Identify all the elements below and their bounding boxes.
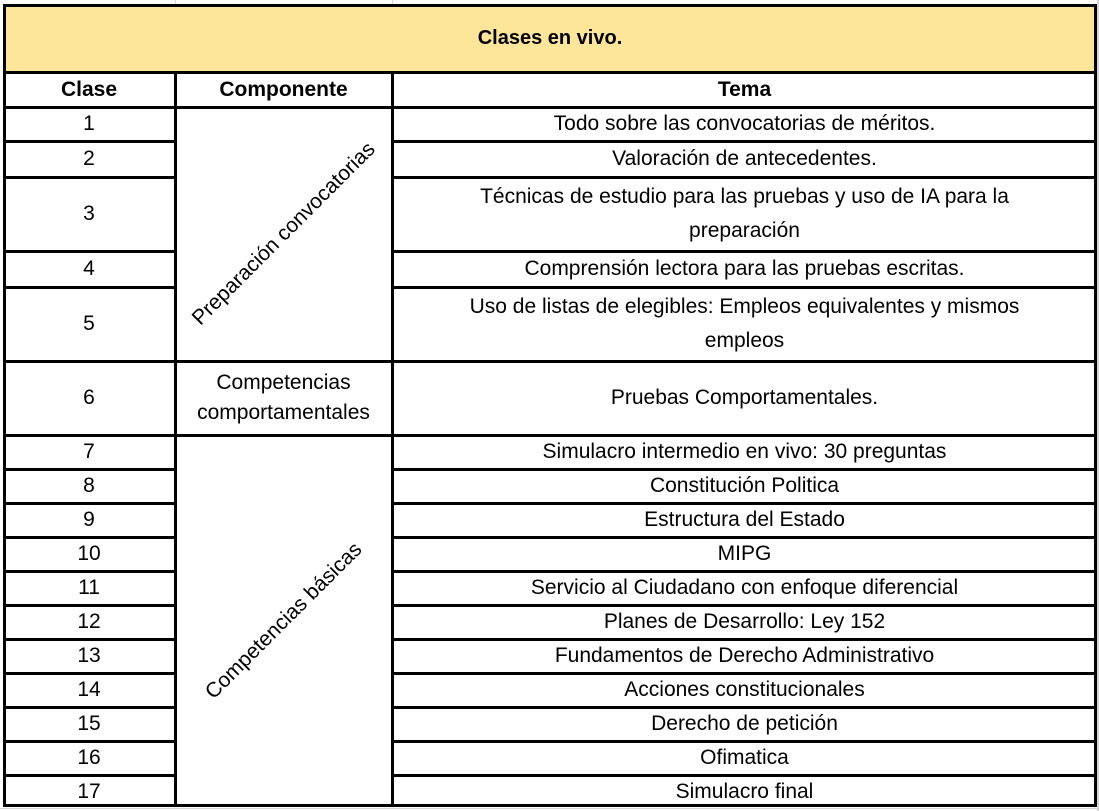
border	[3, 4, 1097, 7]
row-border	[391, 740, 1097, 743]
tema-cell[interactable]: MIPG	[717, 542, 772, 565]
component-label-preparacion: Preparación convocatorias	[187, 137, 380, 330]
tema-cell[interactable]: Planes de Desarrollo: Ley 152	[603, 610, 886, 633]
clase-cell[interactable]: 14	[77, 678, 101, 701]
border	[3, 106, 1097, 109]
component-label-line: comportamentales	[197, 401, 370, 424]
row-border	[391, 468, 1097, 471]
clase-cell[interactable]: 10	[77, 542, 101, 565]
clase-cell[interactable]: 13	[77, 644, 101, 667]
clases-table	[3, 4, 1097, 807]
border	[391, 71, 394, 807]
header-clase[interactable]: Clase	[60, 77, 118, 101]
row-border	[3, 434, 176, 437]
row-border	[3, 176, 176, 179]
tema-cell[interactable]: Comprensión lectora para las pruebas escritas.	[524, 257, 965, 280]
clase-cell[interactable]: 5	[83, 312, 95, 335]
component-cell-comportamentales[interactable]	[175, 361, 392, 435]
row-border	[391, 250, 1097, 253]
clase-cell[interactable]: 8	[83, 474, 95, 497]
component-cell-preparacion[interactable]	[175, 107, 392, 361]
row-border	[391, 706, 1097, 709]
component-label-line: Competencias	[216, 371, 351, 394]
clase-cell[interactable]: 16	[77, 746, 101, 769]
row-border	[3, 360, 176, 363]
row-border	[3, 774, 176, 777]
row-border	[3, 638, 176, 641]
row-border	[3, 536, 176, 539]
tema-cell[interactable]: Todo sobre las convocatorias de méritos.	[553, 112, 936, 135]
row-border	[3, 502, 176, 505]
row-border	[391, 502, 1097, 505]
row-border	[391, 434, 1097, 437]
border	[175, 434, 393, 437]
row-border	[391, 672, 1097, 675]
row-border	[391, 176, 1097, 179]
row-border	[391, 536, 1097, 539]
row-border	[391, 360, 1097, 363]
tema-cell[interactable]: Servicio al Ciudadano con enfoque diferencial	[530, 576, 959, 599]
clase-cell[interactable]: 7	[83, 440, 95, 463]
tema-cell[interactable]: Fundamentos de Derecho Administrativo	[554, 644, 935, 667]
tema-cell[interactable]: Simulacro intermedio en vivo: 30 preguntas	[542, 440, 947, 463]
tema-cell[interactable]: Estructura del Estado	[644, 508, 845, 531]
component-cell-basicas[interactable]	[175, 435, 392, 807]
clase-cell[interactable]: 17	[77, 780, 101, 803]
clase-cell[interactable]: 2	[83, 147, 95, 170]
tema-line: preparación	[689, 219, 800, 242]
border	[174, 71, 177, 807]
clase-cell[interactable]: 1	[83, 112, 95, 135]
tema-cell[interactable]: Valoración de antecedentes.	[612, 147, 877, 170]
component-label-basicas: Competencias básicas	[200, 537, 366, 704]
table-title[interactable]: Clases en vivo.	[3, 4, 1097, 72]
row-border	[3, 604, 176, 607]
tema-line: Uso de listas de elegibles: Empleos equivalentes y mismos	[469, 295, 1020, 318]
tema-line: empleos	[704, 329, 785, 352]
row-border	[391, 774, 1097, 777]
header-tema[interactable]: Tema	[717, 77, 772, 101]
row-border	[391, 570, 1097, 573]
row-border	[3, 570, 176, 573]
clase-cell[interactable]: 11	[78, 576, 100, 599]
tema-cell[interactable]: Constitución Politica	[649, 474, 840, 497]
row-border	[391, 638, 1097, 641]
row-border	[3, 468, 176, 471]
row-border	[3, 672, 176, 675]
row-border	[3, 250, 176, 253]
tema-cell[interactable]: Pruebas Comportamentales.	[610, 386, 879, 409]
tema-cell[interactable]: Acciones constitucionales	[624, 678, 865, 701]
clase-cell[interactable]: 9	[83, 508, 95, 531]
row-border	[3, 706, 176, 709]
tema-cell[interactable]: Ofimatica	[700, 746, 789, 769]
tema-cell[interactable]	[392, 177, 1097, 251]
header-componente[interactable]: Componente	[219, 77, 348, 101]
row-border	[391, 140, 1097, 143]
border	[1094, 4, 1097, 807]
clase-cell[interactable]: 6	[83, 386, 95, 409]
row-border	[391, 286, 1097, 289]
row-border	[3, 140, 176, 143]
border	[175, 360, 393, 363]
border	[3, 71, 1097, 74]
tema-line: Técnicas de estudio para las pruebas y uso de IA para la	[480, 185, 1009, 208]
clase-cell[interactable]: 4	[83, 257, 95, 280]
clase-cell[interactable]: 3	[83, 202, 95, 225]
row-border	[3, 286, 176, 289]
clase-cell[interactable]: 15	[77, 712, 101, 735]
border	[3, 4, 6, 807]
border	[3, 804, 1097, 807]
row-border	[391, 604, 1097, 607]
tema-cell[interactable]: Derecho de petición	[651, 712, 838, 735]
clase-cell[interactable]: 12	[77, 610, 101, 633]
tema-cell[interactable]	[392, 287, 1097, 361]
row-border	[3, 740, 176, 743]
tema-cell[interactable]: Simulacro final	[675, 780, 814, 803]
